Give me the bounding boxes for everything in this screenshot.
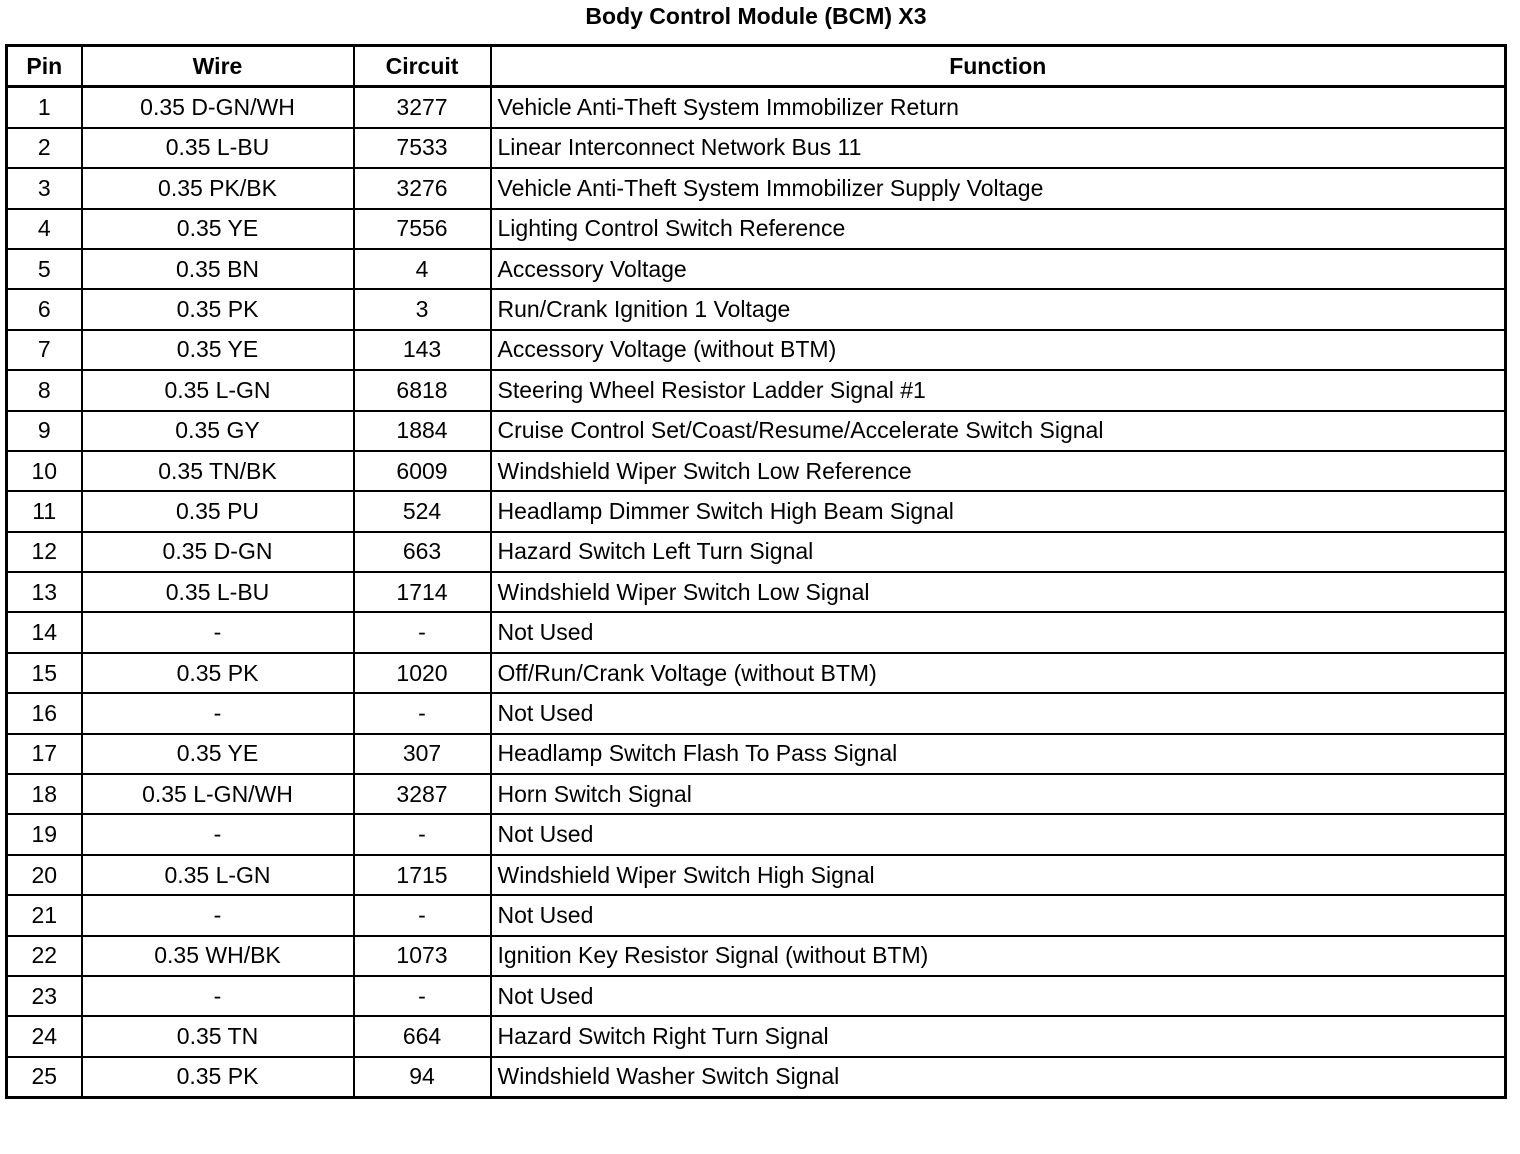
cell-pin: 11 xyxy=(7,491,82,531)
cell-wire: 0.35 L-GN xyxy=(82,370,354,410)
cell-function: Linear Interconnect Network Bus 11 xyxy=(491,128,1506,168)
cell-circuit: - xyxy=(354,814,491,854)
table-row xyxy=(7,209,1506,249)
cell-wire: 0.35 TN xyxy=(82,1016,354,1056)
cell-function: Headlamp Dimmer Switch High Beam Signal xyxy=(491,491,1506,531)
cell-function: Not Used xyxy=(491,895,1506,935)
cell-function: Vehicle Anti-Theft System Immobilizer Supply Voltage xyxy=(491,168,1506,208)
cell-function: Not Used xyxy=(491,693,1506,733)
cell-circuit: 664 xyxy=(354,1016,491,1056)
cell-wire: 0.35 PK xyxy=(82,1057,354,1098)
cell-circuit: 94 xyxy=(354,1057,491,1098)
cell-circuit: 4 xyxy=(354,249,491,289)
cell-pin: 14 xyxy=(7,612,82,652)
cell-function: Steering Wheel Resistor Ladder Signal #1 xyxy=(491,370,1506,410)
cell-wire: 0.35 PK xyxy=(82,653,354,693)
cell-circuit: 3287 xyxy=(354,774,491,814)
cell-wire: 0.35 L-BU xyxy=(82,128,354,168)
cell-wire: 0.35 D-GN/WH xyxy=(82,87,354,128)
table-row xyxy=(7,491,1506,531)
cell-wire: 0.35 TN/BK xyxy=(82,451,354,491)
cell-pin: 24 xyxy=(7,1016,82,1056)
cell-pin: 4 xyxy=(7,209,82,249)
cell-circuit: 6009 xyxy=(354,451,491,491)
cell-wire: 0.35 YE xyxy=(82,734,354,774)
table-row xyxy=(7,451,1506,491)
cell-function: Headlamp Switch Flash To Pass Signal xyxy=(491,734,1506,774)
cell-pin: 20 xyxy=(7,855,82,895)
cell-circuit: 663 xyxy=(354,532,491,572)
cell-function: Accessory Voltage (without BTM) xyxy=(491,330,1506,370)
cell-pin: 9 xyxy=(7,411,82,451)
cell-function: Ignition Key Resistor Signal (without BTM) xyxy=(491,936,1506,976)
cell-pin: 22 xyxy=(7,936,82,976)
cell-circuit: - xyxy=(354,976,491,1016)
cell-pin: 17 xyxy=(7,734,82,774)
cell-pin: 16 xyxy=(7,693,82,733)
cell-circuit: - xyxy=(354,612,491,652)
cell-circuit: - xyxy=(354,693,491,733)
table-row xyxy=(7,128,1506,168)
cell-function: Run/Crank Ignition 1 Voltage xyxy=(491,289,1506,329)
table-header-row xyxy=(7,46,1506,87)
cell-circuit: - xyxy=(354,895,491,935)
cell-pin: 8 xyxy=(7,370,82,410)
cell-wire: - xyxy=(82,814,354,854)
table-row xyxy=(7,895,1506,935)
table-row xyxy=(7,693,1506,733)
cell-function: Cruise Control Set/Coast/Resume/Accelerate Switch Signal xyxy=(491,411,1506,451)
cell-wire: 0.35 PK xyxy=(82,289,354,329)
cell-circuit: 3277 xyxy=(354,87,491,128)
cell-pin: 18 xyxy=(7,774,82,814)
cell-wire: 0.35 BN xyxy=(82,249,354,289)
cell-pin: 23 xyxy=(7,976,82,1016)
cell-pin: 25 xyxy=(7,1057,82,1098)
cell-circuit: 6818 xyxy=(354,370,491,410)
cell-wire: 0.35 WH/BK xyxy=(82,936,354,976)
cell-circuit: 7533 xyxy=(354,128,491,168)
cell-wire: 0.35 YE xyxy=(82,209,354,249)
table-row xyxy=(7,168,1506,208)
cell-pin: 19 xyxy=(7,814,82,854)
cell-function: Windshield Wiper Switch Low Signal xyxy=(491,572,1506,612)
table-row xyxy=(7,370,1506,410)
cell-function: Hazard Switch Right Turn Signal xyxy=(491,1016,1506,1056)
cell-wire: 0.35 L-BU xyxy=(82,572,354,612)
cell-function: Not Used xyxy=(491,814,1506,854)
column-header-circuit: Circuit xyxy=(354,46,491,87)
cell-wire: - xyxy=(82,976,354,1016)
cell-circuit: 1020 xyxy=(354,653,491,693)
cell-pin: 1 xyxy=(7,87,82,128)
cell-wire: 0.35 PU xyxy=(82,491,354,531)
cell-circuit: 307 xyxy=(354,734,491,774)
cell-wire: 0.35 PK/BK xyxy=(82,168,354,208)
table-row xyxy=(7,572,1506,612)
cell-circuit: 1884 xyxy=(354,411,491,451)
column-header-wire: Wire xyxy=(82,46,354,87)
table-row xyxy=(7,814,1506,854)
cell-wire: 0.35 L-GN xyxy=(82,855,354,895)
cell-wire: - xyxy=(82,693,354,733)
cell-wire: 0.35 L-GN/WH xyxy=(82,774,354,814)
cell-function: Vehicle Anti-Theft System Immobilizer Return xyxy=(491,87,1506,128)
cell-function: Horn Switch Signal xyxy=(491,774,1506,814)
cell-circuit: 1714 xyxy=(354,572,491,612)
column-header-pin: Pin xyxy=(7,46,82,87)
cell-wire: - xyxy=(82,895,354,935)
cell-pin: 13 xyxy=(7,572,82,612)
table-row xyxy=(7,653,1506,693)
cell-circuit: 1073 xyxy=(354,936,491,976)
cell-pin: 10 xyxy=(7,451,82,491)
cell-function: Windshield Washer Switch Signal xyxy=(491,1057,1506,1098)
cell-circuit: 1715 xyxy=(354,855,491,895)
cell-circuit: 143 xyxy=(354,330,491,370)
table-row xyxy=(7,411,1506,451)
table-row xyxy=(7,976,1506,1016)
table-row xyxy=(7,936,1506,976)
cell-function: Windshield Wiper Switch High Signal xyxy=(491,855,1506,895)
table-row xyxy=(7,289,1506,329)
cell-circuit: 3276 xyxy=(354,168,491,208)
cell-wire: 0.35 D-GN xyxy=(82,532,354,572)
table-row xyxy=(7,330,1506,370)
column-header-function: Function xyxy=(491,46,1506,87)
table-title: Body Control Module (BCM) X3 xyxy=(585,3,927,29)
table-row xyxy=(7,612,1506,652)
cell-pin: 15 xyxy=(7,653,82,693)
table-row xyxy=(7,855,1506,895)
cell-function: Hazard Switch Left Turn Signal xyxy=(491,532,1506,572)
cell-pin: 21 xyxy=(7,895,82,935)
cell-pin: 2 xyxy=(7,128,82,168)
cell-function: Not Used xyxy=(491,976,1506,1016)
cell-pin: 3 xyxy=(7,168,82,208)
cell-function: Not Used xyxy=(491,612,1506,652)
cell-wire: 0.35 GY xyxy=(82,411,354,451)
cell-function: Lighting Control Switch Reference xyxy=(491,209,1506,249)
cell-pin: 12 xyxy=(7,532,82,572)
table-row xyxy=(7,87,1506,128)
cell-function: Off/Run/Crank Voltage (without BTM) xyxy=(491,653,1506,693)
cell-circuit: 524 xyxy=(354,491,491,531)
table-row xyxy=(7,774,1506,814)
cell-wire: 0.35 YE xyxy=(82,330,354,370)
cell-wire: - xyxy=(82,612,354,652)
cell-circuit: 3 xyxy=(354,289,491,329)
table-row xyxy=(7,249,1506,289)
pinout-table xyxy=(5,44,1507,1099)
cell-pin: 6 xyxy=(7,289,82,329)
cell-function: Accessory Voltage xyxy=(491,249,1506,289)
table-row xyxy=(7,1016,1506,1056)
cell-function: Windshield Wiper Switch Low Reference xyxy=(491,451,1506,491)
table-row xyxy=(7,532,1506,572)
cell-circuit: 7556 xyxy=(354,209,491,249)
cell-pin: 5 xyxy=(7,249,82,289)
table-row xyxy=(7,734,1506,774)
cell-pin: 7 xyxy=(7,330,82,370)
table-row xyxy=(7,1057,1506,1098)
